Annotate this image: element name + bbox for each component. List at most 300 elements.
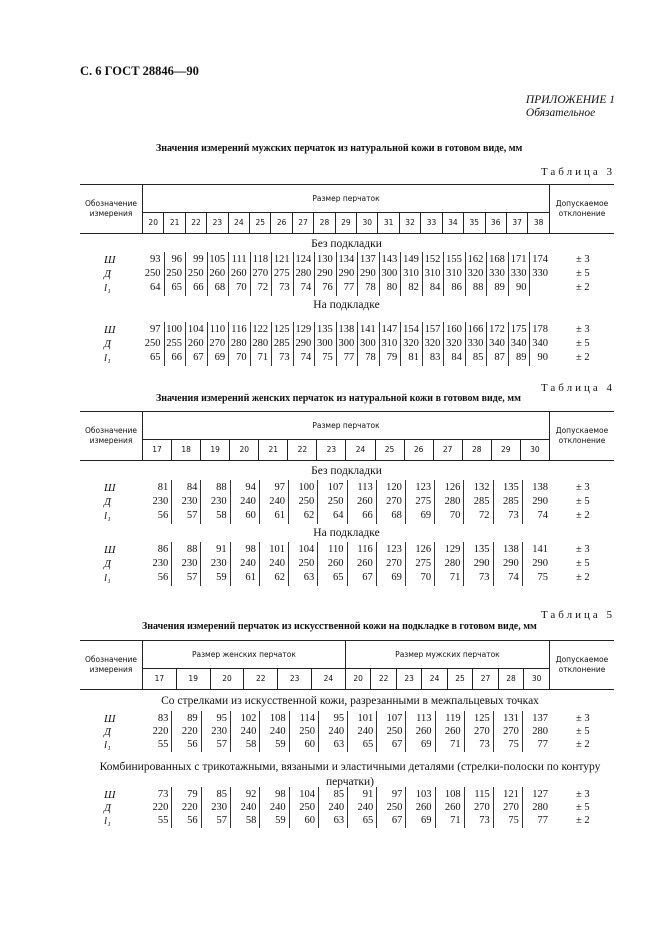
table4-column-divider bbox=[376, 480, 377, 524]
table3-value-cell: 330 bbox=[532, 268, 548, 279]
table4-value-cell: 290 bbox=[473, 558, 490, 569]
table3-size-cell: 27 bbox=[292, 212, 313, 233]
table4-value-cell: 116 bbox=[357, 544, 373, 555]
table4-value-cell: 110 bbox=[328, 544, 344, 555]
table3-value-cell: 86 bbox=[451, 282, 462, 293]
table4-size-cell: 28 bbox=[462, 439, 491, 460]
table5-column-divider bbox=[259, 787, 260, 828]
table3-value-cell: 73 bbox=[279, 352, 290, 363]
table3-tolerance: ± 2 bbox=[576, 282, 590, 293]
table3-col-label: Обозначение измерения bbox=[80, 185, 143, 234]
table5-column-divider bbox=[464, 711, 465, 752]
table3-value-cell: 96 bbox=[171, 254, 183, 265]
table4-value-cell: 230 bbox=[152, 496, 169, 507]
table4-row-symbol: Ш bbox=[104, 482, 116, 494]
table4-column-divider bbox=[347, 542, 348, 586]
table4-column-divider bbox=[376, 542, 377, 586]
table5-value-cell: 60 bbox=[304, 815, 315, 826]
table3-value-cell: 84 bbox=[429, 282, 441, 293]
table4-value-cell: 73 bbox=[479, 572, 490, 583]
table4-value-cell: 86 bbox=[157, 544, 169, 555]
table5-column-divider bbox=[230, 711, 231, 752]
table3-value-cell: 155 bbox=[446, 254, 462, 265]
table4-column-divider bbox=[434, 542, 435, 586]
table5-row-symbol: Д bbox=[104, 802, 111, 814]
table5-value-cell: 127 bbox=[532, 789, 548, 800]
table4-value-cell: 107 bbox=[327, 482, 344, 493]
table4-value-cell: 240 bbox=[240, 496, 256, 507]
table5-value-cell: 250 bbox=[386, 726, 403, 737]
table3-row-symbol: Ш bbox=[104, 254, 116, 266]
table5-size-row bbox=[80, 668, 614, 689]
table5-value-cell: 92 bbox=[245, 789, 257, 800]
table3-value-cell: 138 bbox=[338, 324, 355, 335]
table3-column-divider bbox=[293, 322, 294, 366]
table3-value-cell: 270 bbox=[252, 268, 269, 279]
table3-value-cell: 250 bbox=[144, 338, 161, 349]
table4-value-cell: 101 bbox=[269, 544, 286, 555]
table4-value-cell: 94 bbox=[245, 482, 256, 493]
table5-column-divider bbox=[405, 787, 406, 828]
table3-column-divider bbox=[400, 252, 401, 296]
table3-value-cell: 74 bbox=[300, 282, 312, 293]
table5-value-cell: 71 bbox=[450, 739, 461, 750]
table3-column-divider bbox=[185, 252, 186, 296]
table3-value-cell: 129 bbox=[295, 324, 312, 335]
table3-row-symbol: Д bbox=[104, 268, 111, 280]
table5-value-cell: 79 bbox=[187, 789, 198, 800]
table5-value-cell: 108 bbox=[444, 789, 461, 800]
table5-value-cell: 55 bbox=[157, 815, 169, 826]
table3-value-cell: 171 bbox=[510, 254, 527, 265]
table5-size-cell: 28 bbox=[498, 668, 523, 689]
table4-value-cell: 285 bbox=[473, 496, 490, 507]
table5-value-cell: 58 bbox=[245, 815, 257, 826]
table5-column-divider bbox=[376, 711, 377, 752]
table3-size-header: Размер перчаток bbox=[143, 185, 550, 213]
table5-row-symbol: l₁ bbox=[104, 739, 111, 751]
table5-value-cell: 115 bbox=[474, 789, 490, 800]
table3-value-cell: 250 bbox=[144, 268, 161, 279]
table4-value-cell: 260 bbox=[327, 558, 344, 569]
table3-value-cell: 64 bbox=[150, 282, 161, 293]
table3-value-cell: 89 bbox=[494, 282, 505, 293]
table4-size-cell: 29 bbox=[491, 439, 520, 460]
table3-value-cell: 300 bbox=[338, 338, 355, 349]
table5-value-cell: 69 bbox=[421, 815, 432, 826]
table4-size-cell: 26 bbox=[404, 439, 433, 460]
table5-size-cell: 22 bbox=[371, 668, 396, 689]
table5-value-cell: 56 bbox=[187, 815, 198, 826]
table4-value-cell: 66 bbox=[362, 510, 373, 521]
table4-value-cell: 73 bbox=[508, 510, 519, 521]
table5-column-divider bbox=[318, 711, 319, 752]
table4-value-cell: 250 bbox=[298, 558, 315, 569]
table5-column-divider bbox=[347, 711, 348, 752]
table4-value-cell: 98 bbox=[245, 544, 256, 555]
table3-size-cell: 38 bbox=[528, 212, 550, 233]
table3-size-cell: 26 bbox=[271, 212, 292, 233]
table3-header bbox=[80, 184, 614, 234]
appendix-title: ПРИЛОЖЕНИЕ 1 bbox=[525, 94, 615, 106]
table4-column-divider bbox=[230, 542, 231, 586]
table3-tolerance: ± 2 bbox=[576, 352, 590, 363]
table4-value-cell: 123 bbox=[415, 482, 432, 493]
table5-value-cell: 63 bbox=[333, 739, 345, 750]
table3-row-symbol: l₁ bbox=[104, 352, 111, 364]
table5-tol-header: Допускаемое отклонение bbox=[550, 641, 615, 690]
table3-value-cell: 285 bbox=[273, 338, 290, 349]
table3-value-cell: 67 bbox=[193, 352, 204, 363]
table5-value-cell: 240 bbox=[357, 802, 374, 813]
table4-value-cell: 60 bbox=[245, 510, 256, 521]
table3-size-cell: 37 bbox=[506, 212, 527, 233]
table5-value-cell: 270 bbox=[474, 726, 490, 737]
table5-tolerance: ± 5 bbox=[576, 802, 590, 813]
table4-value-cell: 88 bbox=[216, 482, 227, 493]
table4-value-cell: 135 bbox=[473, 544, 490, 555]
table3-size-cell: 21 bbox=[164, 212, 185, 233]
table3-caption: Значения измерений мужских перчаток из натуральной кожи в готовом виде, мм bbox=[156, 143, 523, 154]
table4-column-divider bbox=[463, 542, 464, 586]
table5-column-divider bbox=[493, 711, 494, 752]
page-header: С. 6 ГОСТ 28846—90 bbox=[80, 64, 199, 78]
table3-value-cell: 255 bbox=[166, 338, 183, 349]
table4-size-cell: 23 bbox=[317, 439, 346, 460]
table5-column-divider bbox=[347, 787, 348, 828]
table5-value-cell: 65 bbox=[362, 815, 374, 826]
table5-column-divider bbox=[493, 787, 494, 828]
table4-value-cell: 70 bbox=[449, 510, 461, 521]
table3-value-cell: 111 bbox=[231, 254, 247, 265]
table5-value-cell: 101 bbox=[357, 713, 374, 724]
table5-value-cell: 121 bbox=[503, 789, 519, 800]
table3-value-cell: 166 bbox=[467, 324, 484, 335]
table3-row-symbol: Ш bbox=[104, 324, 116, 336]
table5-value-cell: 108 bbox=[269, 713, 286, 724]
table3-value-cell: 143 bbox=[381, 254, 398, 265]
table4-column-divider bbox=[288, 542, 289, 586]
table3-tolerance: ± 5 bbox=[576, 268, 590, 279]
table3-value-cell: 320 bbox=[403, 338, 419, 349]
table3-value-cell: 290 bbox=[316, 268, 333, 279]
table3-value-cell: 300 bbox=[316, 338, 333, 349]
table3-size-cell: 29 bbox=[335, 212, 356, 233]
table5-column-divider bbox=[405, 711, 406, 752]
table3-size-cell: 32 bbox=[399, 212, 420, 233]
table3-value-cell: 124 bbox=[295, 254, 312, 265]
table3-value-cell: 135 bbox=[316, 324, 333, 335]
table3-value-cell: 168 bbox=[489, 254, 505, 265]
table3-value-cell: 174 bbox=[532, 254, 548, 265]
table5-value-cell: 73 bbox=[157, 789, 169, 800]
table3-tolerance: ± 3 bbox=[576, 254, 590, 265]
table4-size-cell: 19 bbox=[201, 439, 230, 460]
table4-value-cell: 270 bbox=[386, 558, 402, 569]
table4-value-cell: 285 bbox=[503, 496, 519, 507]
table3-value-cell: 340 bbox=[510, 338, 527, 349]
table3-value-cell: 65 bbox=[171, 282, 183, 293]
table5-value-cell: 89 bbox=[187, 713, 198, 724]
table4-value-cell: 230 bbox=[152, 558, 169, 569]
table5-value-cell: 95 bbox=[333, 713, 345, 724]
table3-value-cell: 320 bbox=[446, 338, 462, 349]
table4-value-cell: 100 bbox=[298, 482, 315, 493]
table5-value-cell: 260 bbox=[444, 726, 461, 737]
table4-value-cell: 250 bbox=[327, 496, 344, 507]
table5-value-cell: 114 bbox=[299, 713, 315, 724]
table5-value-cell: 107 bbox=[386, 713, 403, 724]
table4-tolerance: ± 2 bbox=[576, 572, 590, 583]
table5-size-cell: 23 bbox=[396, 668, 421, 689]
table5-size-cell: 30 bbox=[524, 668, 550, 689]
table3-column-divider bbox=[529, 322, 530, 366]
table5-value-cell: 75 bbox=[508, 815, 519, 826]
table3-value-cell: 300 bbox=[360, 338, 376, 349]
table5-value-cell: 85 bbox=[216, 789, 227, 800]
table4-column-divider bbox=[522, 480, 523, 524]
table3-value-cell: 175 bbox=[510, 324, 527, 335]
table3-size-cell: 30 bbox=[357, 212, 378, 233]
table3-value-cell: 300 bbox=[381, 268, 398, 279]
table4-value-cell: 59 bbox=[216, 572, 227, 583]
table3-group-title: На подкладке bbox=[313, 299, 380, 311]
table3-value-cell: 250 bbox=[166, 268, 183, 279]
table3-value-cell: 290 bbox=[295, 338, 312, 349]
table3-value-cell: 68 bbox=[214, 282, 226, 293]
table3-value-cell: 66 bbox=[171, 352, 183, 363]
table4-value-cell: 68 bbox=[391, 510, 402, 521]
table3-value-cell: 81 bbox=[408, 352, 419, 363]
table5-size-cell: 20 bbox=[345, 668, 370, 689]
table4-value-cell: 230 bbox=[210, 558, 227, 569]
table4-value-cell: 275 bbox=[415, 558, 432, 569]
table5-value-cell: 250 bbox=[299, 802, 315, 813]
table4-value-cell: 230 bbox=[181, 558, 198, 569]
table3-value-cell: 280 bbox=[295, 268, 312, 279]
table3-column-divider bbox=[379, 252, 380, 296]
table5-value-cell: 58 bbox=[245, 739, 257, 750]
table3-group-title: Без подкладки bbox=[311, 238, 382, 250]
table4-column-divider bbox=[259, 542, 260, 586]
table3-size-cell: 36 bbox=[485, 212, 506, 233]
table5-row-symbol: Ш bbox=[104, 713, 116, 725]
table5-value-cell: 67 bbox=[391, 739, 403, 750]
table5-value-cell: 280 bbox=[532, 726, 548, 737]
table4-value-cell: 57 bbox=[186, 572, 198, 583]
table3-value-cell: 280 bbox=[252, 338, 269, 349]
table3-value-cell: 90 bbox=[515, 282, 527, 293]
table3-value-cell: 310 bbox=[403, 268, 419, 279]
table5-value-cell: 60 bbox=[304, 739, 315, 750]
table3-value-cell: 71 bbox=[257, 352, 269, 363]
table4-value-cell: 290 bbox=[503, 558, 519, 569]
table3-tol-header: Допускаемое отклонение bbox=[550, 185, 615, 234]
table5-value-cell: 230 bbox=[211, 802, 227, 813]
table5-value-cell: 240 bbox=[269, 726, 286, 737]
table3-value-cell: 89 bbox=[515, 352, 527, 363]
table3-value-cell: 320 bbox=[424, 338, 441, 349]
table3-column-divider bbox=[486, 252, 487, 296]
table5-value-cell: 103 bbox=[415, 789, 432, 800]
table3-column-divider bbox=[250, 322, 251, 366]
table3-value-cell: 270 bbox=[209, 338, 226, 349]
table3-value-cell: 88 bbox=[472, 282, 484, 293]
table3-value-cell: 65 bbox=[150, 352, 161, 363]
table5-value-cell: 59 bbox=[275, 739, 286, 750]
table4-value-cell: 113 bbox=[357, 482, 373, 493]
table5-value-cell: 97 bbox=[391, 789, 403, 800]
table3-value-cell: 310 bbox=[424, 268, 441, 279]
table5-column-divider bbox=[201, 787, 202, 828]
table4-value-cell: 280 bbox=[444, 496, 461, 507]
table3-value-cell: 340 bbox=[489, 338, 505, 349]
table5-size-cell: 22 bbox=[244, 668, 278, 689]
table3-value-cell: 78 bbox=[365, 282, 376, 293]
table5-col-label: Обозначение измерения bbox=[80, 641, 143, 690]
table4-tol-header: Допускаемое отклонение bbox=[550, 412, 615, 461]
table3-value-cell: 178 bbox=[532, 324, 548, 335]
table5-value-cell: 73 bbox=[479, 739, 490, 750]
table3-value-cell: 160 bbox=[446, 324, 462, 335]
table3-size-cell: 34 bbox=[442, 212, 463, 233]
table3-size-cell: 22 bbox=[185, 212, 206, 233]
table4-value-cell: 64 bbox=[332, 510, 344, 521]
table4-value-cell: 63 bbox=[303, 572, 315, 583]
table4-value-cell: 97 bbox=[274, 482, 286, 493]
table5-column-divider bbox=[171, 787, 172, 828]
table3-value-cell: 74 bbox=[300, 352, 312, 363]
table4-value-cell: 132 bbox=[473, 482, 490, 493]
table5-row-symbol: Д bbox=[104, 726, 111, 738]
table3-value-cell: 260 bbox=[187, 338, 204, 349]
table4-row-symbol: Д bbox=[104, 558, 111, 570]
table3-tolerance: ± 3 bbox=[576, 324, 590, 335]
table3-value-cell: 152 bbox=[424, 254, 441, 265]
table3-value-cell: 330 bbox=[467, 338, 484, 349]
appendix-label bbox=[526, 94, 615, 120]
table3-value-cell: 280 bbox=[230, 338, 247, 349]
table3-column-divider bbox=[379, 322, 380, 366]
table5-value-cell: 71 bbox=[450, 815, 461, 826]
table4-value-cell: 70 bbox=[420, 572, 432, 583]
table4-value-cell: 290 bbox=[532, 496, 548, 507]
table3-column-divider bbox=[185, 322, 186, 366]
table3-column-divider bbox=[422, 322, 423, 366]
table3-value-cell: 125 bbox=[273, 324, 290, 335]
table4-value-cell: 65 bbox=[332, 572, 344, 583]
table5-size-cell: 19 bbox=[176, 668, 210, 689]
table3-value-cell: 250 bbox=[187, 268, 204, 279]
table4-size-row bbox=[80, 439, 614, 460]
table3-value-cell: 310 bbox=[381, 338, 398, 349]
table3-size-cell: 33 bbox=[421, 212, 442, 233]
table4-row-symbol: Ш bbox=[104, 544, 116, 556]
table3-value-cell: 137 bbox=[360, 254, 376, 265]
table3-value-cell: 90 bbox=[537, 352, 548, 363]
table3-column-divider bbox=[250, 252, 251, 296]
table3-value-cell: 75 bbox=[322, 352, 333, 363]
table5-size-cell: 25 bbox=[447, 668, 472, 689]
table3-value-cell: 260 bbox=[230, 268, 247, 279]
table3-value-cell: 330 bbox=[489, 268, 505, 279]
table3-value-cell: 70 bbox=[236, 282, 247, 293]
table4-caption: Значения измерений женских перчаток из натуральной кожи в готовом виде, мм bbox=[156, 393, 521, 404]
table3-number: Таблица 3 bbox=[540, 166, 615, 178]
table3-value-cell: 77 bbox=[343, 282, 355, 293]
table3-column-divider bbox=[271, 252, 272, 296]
table5-size-cell: 24 bbox=[422, 668, 447, 689]
table5-men-header: Размер мужских перчаток bbox=[345, 641, 549, 669]
table3-value-cell: 122 bbox=[252, 324, 269, 335]
table4-value-cell: 138 bbox=[532, 482, 548, 493]
table4-size-cell: 18 bbox=[172, 439, 201, 460]
table5-value-cell: 230 bbox=[211, 726, 227, 737]
table5-size-cell: 24 bbox=[311, 668, 345, 689]
table3-column-divider bbox=[207, 252, 208, 296]
table4-value-cell: 58 bbox=[216, 510, 227, 521]
table3-column-divider bbox=[336, 252, 337, 296]
table4-size-cell: 30 bbox=[520, 439, 549, 460]
table4-tolerance: ± 5 bbox=[576, 496, 590, 507]
table5-column-divider bbox=[289, 711, 290, 752]
table5-value-cell: 270 bbox=[503, 726, 519, 737]
table5-tolerance: ± 5 bbox=[576, 726, 590, 737]
table5-row-symbol: Ш bbox=[104, 789, 116, 801]
table5-value-cell: 220 bbox=[152, 802, 169, 813]
table4-group-title: На подкладке bbox=[313, 527, 380, 539]
table3-value-cell: 141 bbox=[360, 324, 376, 335]
table4-column-divider bbox=[317, 542, 318, 586]
table5-column-divider bbox=[230, 787, 231, 828]
table3-value-cell: 110 bbox=[209, 324, 226, 335]
table3-value-cell: 157 bbox=[424, 324, 441, 335]
table5-column-divider bbox=[464, 787, 465, 828]
table3-column-divider bbox=[443, 322, 444, 366]
table3-value-cell: 78 bbox=[365, 352, 376, 363]
table3-value-cell: 290 bbox=[360, 268, 376, 279]
table3-column-divider bbox=[314, 322, 315, 366]
table4-value-cell: 88 bbox=[186, 544, 198, 555]
table4-column-divider bbox=[347, 480, 348, 524]
table3-value-cell: 97 bbox=[150, 324, 161, 335]
table5-value-cell: 102 bbox=[240, 713, 257, 724]
table5-size-cell: 23 bbox=[278, 668, 312, 689]
table4-value-cell: 138 bbox=[503, 544, 519, 555]
table5-column-divider bbox=[435, 711, 436, 752]
table4-size-header: Размер перчаток bbox=[143, 412, 550, 440]
table3-value-cell: 82 bbox=[408, 282, 419, 293]
table5-column-divider bbox=[201, 711, 202, 752]
table3-value-cell: 79 bbox=[386, 352, 398, 363]
table4-tolerance: ± 5 bbox=[576, 558, 590, 569]
table4-value-cell: 129 bbox=[444, 544, 461, 555]
table5-value-cell: 69 bbox=[421, 739, 432, 750]
table5-value-cell: 240 bbox=[269, 802, 286, 813]
table3-value-cell: 73 bbox=[279, 282, 290, 293]
table5-value-cell: 59 bbox=[275, 815, 286, 826]
table4-value-cell: 69 bbox=[420, 510, 432, 521]
table5-column-divider bbox=[522, 787, 523, 828]
table5-value-cell: 113 bbox=[416, 713, 432, 724]
table3-value-cell: 105 bbox=[209, 254, 226, 265]
table4-value-cell: 69 bbox=[391, 572, 402, 583]
table4-column-divider bbox=[405, 480, 406, 524]
table3-value-cell: 84 bbox=[451, 352, 462, 363]
table3-value-cell: 130 bbox=[316, 254, 333, 265]
table5-value-cell: 98 bbox=[275, 789, 286, 800]
table5-value-cell: 77 bbox=[537, 739, 548, 750]
